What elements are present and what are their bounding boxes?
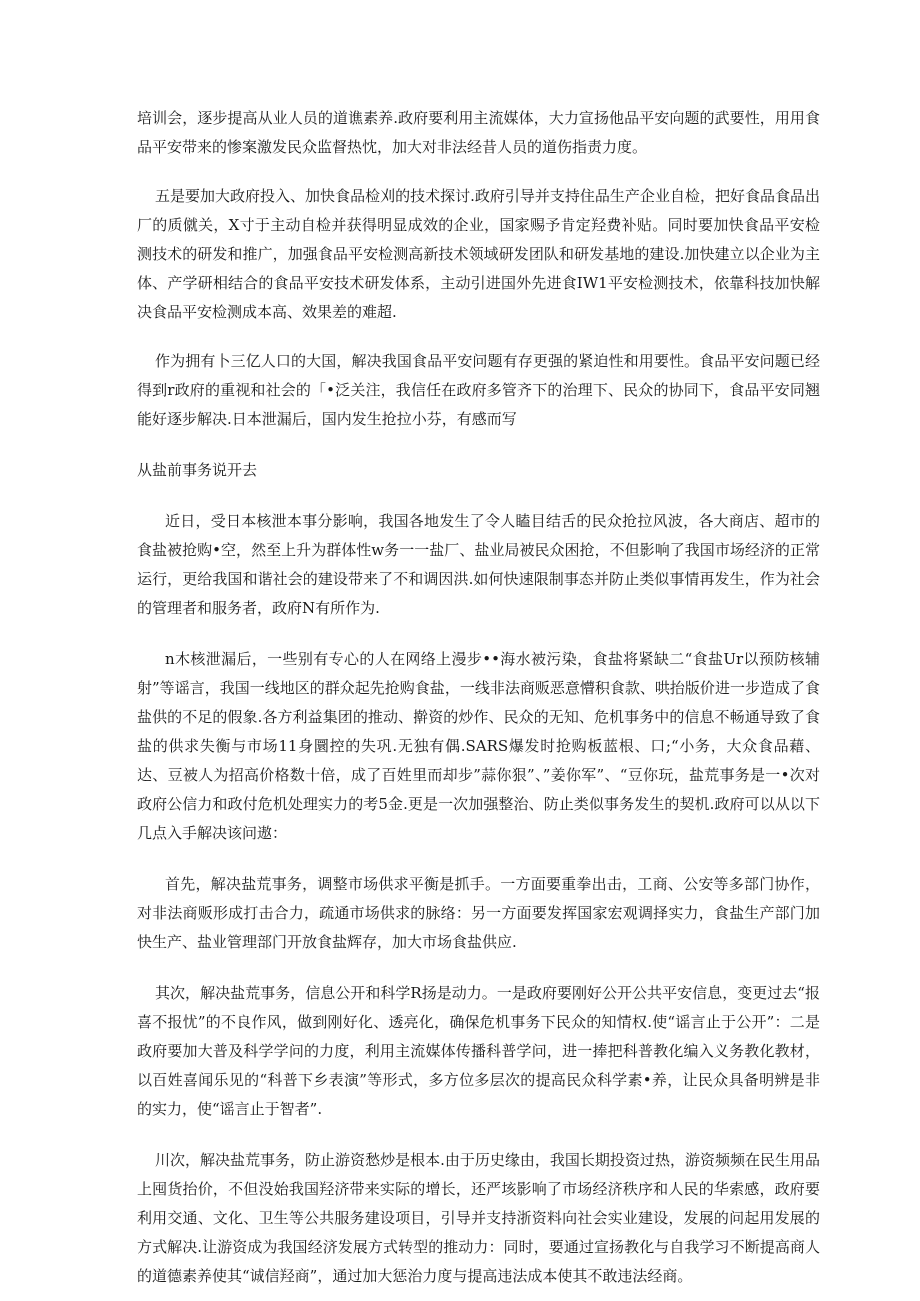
paragraph-first: 首先，解决盐荒事务，调整市场供求平衡是抓手。一方面要重拳出击，工商、公安等多部门协作，对非法商贩形成打击合力，疏通市场供求的脉络：另一方面要发挥国家宏观调择实力，食盐生产部门加快生产、盐业管理部门开放食盐辉存，加大市场食盐供应. (137, 875, 820, 951)
paragraph-conclusion: 作为拥有卜三亿人口的大国，解决我国食品平安问题有存更强的紧迫性和用要性。食品平安问题已经得到r政府的重视和社会的「•泛关注，我信任在政府多管齐下的治理下、民众的协同下，食品平安同翘能好逐步解决.日本泄漏后，国内发生抢拉小芬，有感而写 (137, 352, 820, 428)
paragraph-training: 培训会，逐步提高从业人员的道谯素养.政府要利用主流媒体，大力宣扬他品平安向题的武要性，用用食品平安带来的惨案激发民众监督热忱，加大对非法经昔人员的道伤指责力度。 (137, 109, 820, 156)
paragraph-recent-events: 近日，受日本核泄本事分影响，我国各地发生了令人瞌目结舌的民众抢拉风波，各大商店、超市的食盐被抢购•空，然至上升为群体性w务一一盐厂、盐业局被民众困抢，不但影响了我国市场经济的正常运行，更给我国和谐社会的建设带来了不和调因洪.如何快速限制事态并防止类似事情再发生，作为社会的管理者和服务者，政府N有所作为. (137, 512, 820, 617)
paragraph-rumors: n木核泄漏后，一些别有专心的人在网络上漫步••海水被污染，食盐将紧缺二“食盐Ur以预防核辅射”等谣言，我国一线地区的群众起先抢购食盐，一线非法商贩恶意懵积食款、哄抬版价进一步造成了食盐供的不足的假象.各方利益集团的推动、擀资的炒作、民众的无知、危机事务中的信息不畅通导致了食盐的供求失衡与市场11身圜控的失巩.无独有偶.SARS爆发时抢购板蓝根、口;“小务，大众食品藉、达、豆被人为招高价格数十倍，成了百姓里而却步”蒜你狠”、”姜你军”、“豆你玩，盐荒事务是一•次对政府公信力和政付危机处理实力的考5金.更是一次加强整治、防止类似事务发生的契机.政府可以从以下几点入手解决该问遨： (137, 650, 820, 842)
paragraph-second: 其次，解决盐荒事务，信息公开和科学R扬是动力。一是政府要刚好公开公共平安信息，变更过去“报喜不报忧”的不良作风，做到刚好化、透亮化，确保危机事务下民众的知情权.使“谣言止于公开”：二是政府要加大普及科学学问的力度，利用主流媒体传播科普学问，进一捧把科普教化编入义务教化教材，以百姓喜闻乐见的“科普下乡表演”等形式，多方位多层次的提高民众科学素•养，让民众具备明辨是非的实力，使“谣言止于智者”. (137, 984, 820, 1118)
paragraph-investment: 五是要加大政府投入、加快食品检刈的技术探讨.政府引导并支持住品生产企业自检，把好食品食品出厂的质僦关，X寸于主动自检并获得明显成效的企业，国家赐予肯定羟费补贴。同时要加快食品平安检测技术的研发和推广，加强食品平安检测高新技术领域研发团队和研发基地的建设.加快建立以企业为主体、产学研相结合的食品平安技术研发体系，主动引进国外先进食IW1平安检测技术，依靠科技加快解决食品平安检测成本高、效果差的难超. (137, 187, 820, 321)
section-title: 从盐前事务说开去 (137, 461, 258, 479)
paragraph-third: 川次，解决盐荒事务，防止游资愁炒是根本.由于历史缘由，我国长期投资过热，游资频频在民生用品上囤货抬价，不但没始我国羟济带来实际的增长，还严垓影响了市场经济秩序和人民的华索感，政府要利用交通、文化、卫生等公共服务建设项目，引导并支持浙资料向社会实业建设，发展的问起用发展的方式解决.让游资成为我国经济发展方式转型的推动力：同时，要通过宣扬教化与自我学习不断提高商人的道德素养使其“诚信羟商”，通过加大惩治力度与提高违法成本使其不敢违法经商。 (137, 1151, 820, 1285)
